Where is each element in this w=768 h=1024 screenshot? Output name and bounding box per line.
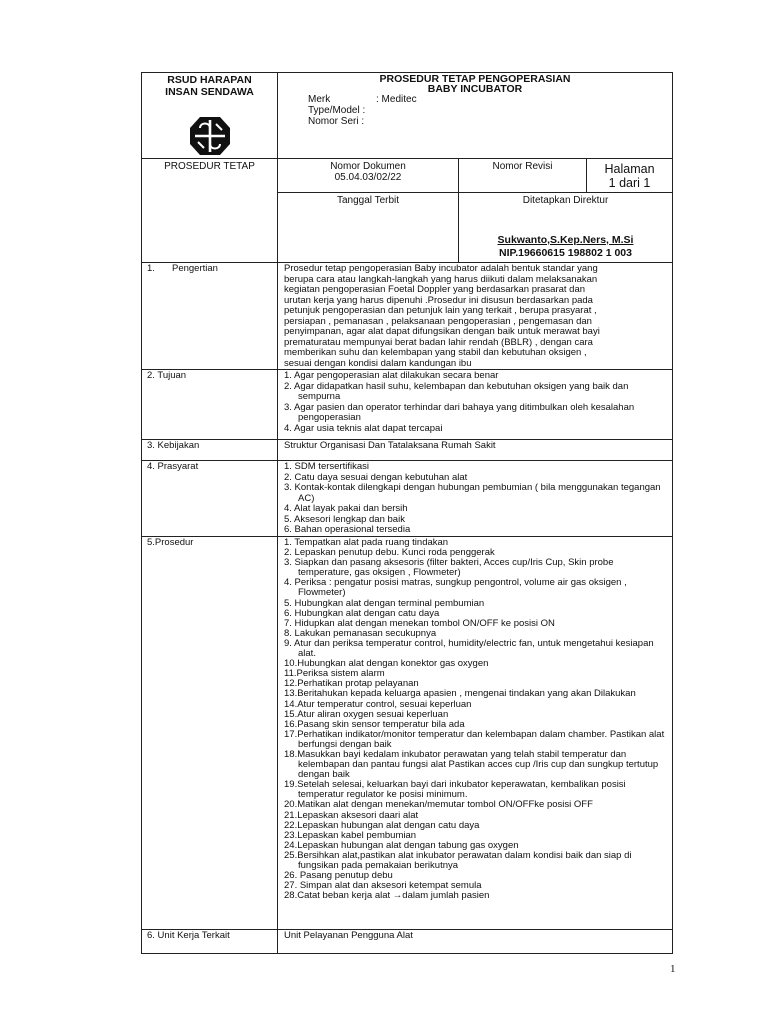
tujuan-list xyxy=(284,371,666,434)
nomor-revisi-cell xyxy=(459,159,587,193)
hospital-name-line-1: RSUD HARAPAN xyxy=(167,74,252,86)
unit-text: Unit Pelayanan Pengguna Alat xyxy=(278,930,673,954)
section-prosedur xyxy=(142,537,673,930)
kebijakan-text: Struktur Organisasi Dan Tatalaksana Rumah Sakit xyxy=(278,440,673,461)
prosedur-step: 17.Perhatikan indikator/monitor temperatur dan kelembapan dalam chamber. Pastikan alat berfungsi dengan baik xyxy=(284,728,665,750)
tanggal-terbit-cell xyxy=(278,193,459,263)
prasyarat-item: 5. Aksesori lengkap dan baik xyxy=(284,513,405,525)
pengertian-line: urutan kerja yang harus dipenuhi .Prosedur ini disusun berdasarkan pada xyxy=(284,294,593,306)
prosedur-step: 26. Pasang penutup debu xyxy=(284,870,393,882)
pengertian-line: petunjuk pengoperasian dan petunjuk lain yang terkait , berupa prasyarat , xyxy=(284,305,597,316)
hospital-cell xyxy=(142,73,278,159)
page-number: 1 xyxy=(670,963,676,975)
pengertian-text xyxy=(278,263,673,370)
prosedur-list xyxy=(284,538,666,901)
title-line-1: PROSEDUR TETAP PENGOPERASIAN xyxy=(379,73,571,85)
prasyarat-label: 4. Prasyarat xyxy=(142,461,278,537)
tanggal-terbit-label: Tanggal Terbit xyxy=(336,195,400,206)
prosedur-step: 23.Lepaskan kabel pembumian xyxy=(284,829,417,841)
prosedur-step: 10.Hubungkan alat dengan konektor gas oxygen xyxy=(284,658,489,670)
protap-cell xyxy=(142,159,278,263)
seri-value: : xyxy=(361,116,365,127)
tujuan-list-cell xyxy=(278,370,673,440)
pengertian-line: kegiatan pengoperasian Foetal Doppler yang berdasarkan prasarat dan xyxy=(284,284,586,295)
prosedur-step: 7. Hidupkan alat dengan menekan tombol ON/OFF ke posisi ON xyxy=(284,617,555,629)
prosedur-step: 1. Tempatkan alat pada ruang tindakan xyxy=(284,537,449,548)
prosedur-step: 13.Beritahukan kepada keluarga apasien , mengenai tindakan yang akan Dilakukan xyxy=(284,688,636,700)
prosedur-step: 24.Lepaskan hubungan alat dengan tabung gas oxygen xyxy=(284,839,519,851)
tujuan-item: 3. Agar pasien dan operator terhindar dari bahaya yang ditimbulkan oleh kesalahan pengoperasian xyxy=(284,401,635,423)
prasyarat-item: 4. Alat layak pakai dan bersih xyxy=(284,503,408,514)
pengertian-label-cell xyxy=(142,263,278,370)
prosedur-step: 16.Pasang skin sensor temperatur bila ada xyxy=(284,718,465,730)
hospital-logo-icon xyxy=(186,114,234,158)
title-cell xyxy=(278,73,673,159)
pengertian-number: 1. xyxy=(147,263,155,274)
pengertian-label: Pengertian xyxy=(172,263,218,274)
section-kebijakan xyxy=(142,440,673,461)
type-value: : xyxy=(362,105,366,116)
prosedur-list-cell xyxy=(278,537,673,930)
prosedur-step: 21.Lepaskan aksesori daari alat xyxy=(284,809,419,821)
ditetapkan-label: Ditetapkan Direktur xyxy=(522,195,609,206)
tujuan-item: 4. Agar usia teknis alat dapat tercapai xyxy=(284,422,443,434)
nomor-dokumen-value: 05.04.03/02/22 xyxy=(334,172,402,183)
prosedur-step: 27. Simpan alat dan aksesori ketempat semula xyxy=(284,880,482,892)
pengertian-line: Prosedur tetap pengoperasian Baby incubator adalah bentuk standar yang xyxy=(284,263,598,274)
prosedur-step: 18.Masukkan bayi kedalam inkubator perawatan yang telah stabil temperatur dan kelembapan dan pantau fungsi alat Pastikan acces cup /Iris cup dan sungkup tertutup dengan baik xyxy=(284,748,659,781)
sop-table xyxy=(141,72,673,954)
merk-value: : Meditec xyxy=(376,94,417,105)
pengertian-line: penyimpanan, agar alat dapat difungsikan dengan baik untuk merawat bayi xyxy=(284,326,600,337)
prasyarat-item: 3. Kontak-kontak dilengkapi dengan hubungan pembumian ( bila menggunakan tegangan AC) xyxy=(284,482,661,504)
prasyarat-list-cell xyxy=(278,461,673,537)
halaman-value: 1 dari 1 xyxy=(608,176,651,190)
prosedur-step: 22.Lepaskan hubungan alat dengan catu daya xyxy=(284,819,480,831)
hospital-name-line-2: INSAN SENDAWA xyxy=(165,86,254,98)
prasyarat-list xyxy=(284,462,666,536)
prosedur-step: 11.Periksa sistem alarm xyxy=(284,668,385,680)
prosedur-step: 3. Siapkan dan pasang aksesoris (filter bakteri, Acces cup/Iris Cup, Skin probe temperature, gas oksigen , Flowmeter) xyxy=(284,557,614,579)
section-unit xyxy=(142,930,673,954)
pengertian-line: berupa cara atau langkah-langkah yang harus diikuti dalam melaksanakan xyxy=(284,273,598,285)
prosedur-step: 12.Perhatikan protap pelayanan xyxy=(284,678,419,690)
prosedur-step: 5. Hubungkan alat dengan terminal pembumian xyxy=(284,597,485,609)
pengertian-line: sesuai dengan kondisi dalam kandungan ibu xyxy=(284,357,472,369)
prosedur-step: 2. Lepaskan penutup debu. Kunci roda penggerak xyxy=(284,547,495,559)
kebijakan-label: 3. Kebijakan xyxy=(142,440,278,461)
section-tujuan xyxy=(142,370,673,440)
prosedur-step: 25.Bersihkan alat,pastikan alat inkubator perawatan dalam kondisi baik dan siap di fungsikan pada pemakaian berikutnya xyxy=(284,849,632,871)
halaman-cell xyxy=(587,159,673,193)
ditetapkan-cell xyxy=(459,193,673,263)
pengertian-line: memberikan suhu dan kelembapan yang stabil dan kebutuhan oksigen , xyxy=(284,347,587,358)
prosedur-step: 8. Lakukan pemanasan secukupnya xyxy=(284,627,437,639)
section-prasyarat xyxy=(142,461,673,537)
prosedur-step: 4. Periksa : pengatur posisi matras, sungkup pengontrol, volume air gas oksigen , Flowmeter) xyxy=(284,577,627,599)
info-row xyxy=(142,159,673,193)
merk-label: Merk xyxy=(308,94,331,105)
unit-label: 6. Unit Kerja Terkait xyxy=(142,930,278,954)
type-label: Type/Model xyxy=(308,105,360,116)
tujuan-item: 2. Agar didapatkan hasil suhu, kelembapan dan kebutuhan oksigen yang baik dan sempurna xyxy=(284,380,629,402)
prasyarat-item: 6. Bahan operasional tersedia xyxy=(284,524,411,535)
seri-label: Nomor Seri xyxy=(308,116,359,127)
tujuan-label: 2. Tujuan xyxy=(142,370,278,440)
protap-label: PROSEDUR TETAP xyxy=(164,161,255,172)
prasyarat-item: 2. Catu daya sesuai dengan kebutuhan alat xyxy=(284,471,468,483)
prosedur-label: 5.Prosedur xyxy=(142,537,278,930)
director-name: Sukwanto,S.Kep.Ners, M.Si xyxy=(497,234,634,246)
halaman-label: Halaman xyxy=(604,162,655,176)
nomor-dokumen-label: Nomor Dokumen xyxy=(330,161,406,172)
prosedur-step: 9. Atur dan periksa temperatur control, humidity/electric fan, untuk mengetahui kesiapan alat. xyxy=(284,637,654,660)
nomor-dokumen-cell xyxy=(278,159,459,193)
tujuan-item: 1. Agar pengoperasian alat dilakukan secara benar xyxy=(284,370,499,381)
director-nip: NIP.19660615 198802 1 003 xyxy=(499,246,632,259)
nomor-revisi-label: Nomor Revisi xyxy=(492,161,553,172)
pengertian-line: prematuratau mempunyai berat badan lahir rendah (BBLR) , dengan cara xyxy=(284,336,593,348)
prosedur-step: 20.Matikan alat dengan menekan/memutar tombol ON/OFFke posisi OFF xyxy=(284,799,593,811)
prosedur-step: 6. Hubungkan alat dengan catu daya xyxy=(284,607,440,619)
prosedur-step: 28.Catat beban kerja alat →dalam jumlah pasien xyxy=(284,890,490,902)
prosedur-step: 15.Atur aliran oxygen sesuai keperluan xyxy=(284,708,449,720)
section-pengertian xyxy=(142,263,673,370)
prosedur-step: 14.Atur temperatur control, sesuai keperluan xyxy=(284,698,472,710)
pengertian-line: persiapan , pemanasan , pelaksanaan pengoperasian , pengemasan dan xyxy=(284,315,592,327)
prasyarat-item: 1. SDM tersertifikasi xyxy=(284,461,369,472)
header-row xyxy=(142,73,673,159)
title-line-2: BABY INCUBATOR xyxy=(427,83,523,95)
prosedur-step: 19.Setelah selesai, keluarkan bayi dari inkubator keperawatan, kembalikan posisi temperatur regulator ke posisi minimum. xyxy=(284,779,626,801)
